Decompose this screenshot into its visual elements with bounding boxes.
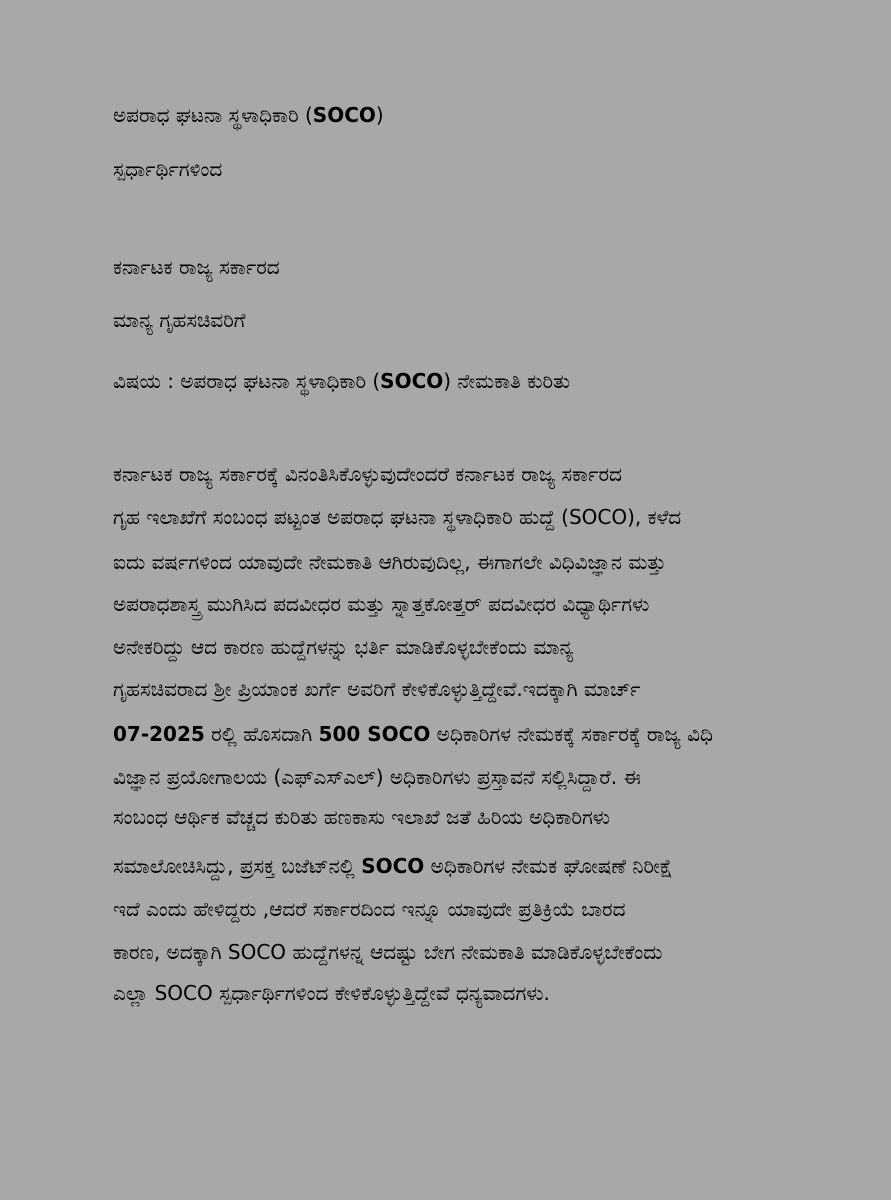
title-prefix: ಅಪರಾಧ ಘಟನಾ ಸ್ಥಳಾಧಿಕಾರಿ ( <box>113 103 313 127</box>
subject-prefix: ವಿಷಯ : ಅಪರಾಧ ಘಟನಾ ಸ್ಥಳಾಧಿಕಾರಿ ( <box>113 369 381 393</box>
body-line-10-end: ಅಧಿಕಾರಿಗಳ ನೇಮಕ ಘೋಷಣೆ ನಿರೀಕ್ಷೆ <box>424 854 673 878</box>
address-line-1: ಕರ್ನಾಟಕ ರಾಜ್ಯ ಸರ್ಕಾರದ <box>113 255 280 279</box>
body-line-2: ಗೃಹ ಇಲಾಖೆಗೆ ಸಂಬಂಧ ಪಟ್ಟಂತ ಅಪರಾಧ ಘಟನಾ ಸ್ಥಳಾಧಿಕಾರಿ ಹುದ್ದೆ (SOCO), ಕಳೆದ <box>113 505 682 529</box>
address-line-2: ಮಾನ್ಯ ಗೃಹಸಚಿವರಿಗೆ <box>113 308 246 332</box>
body-line-8: ವಿಜ್ಞಾನ ಪ್ರಯೋಗಾಲಯ (ಎಫ್ಎಸ್ಎಲ್) ಅಧಿಕಾರಿಗಳು ಪ್ರಸ್ತಾವನೆ ಸಲ್ಲಿಸಿದ್ದಾರೆ. ಈ <box>113 765 641 789</box>
body-line-13: ಎಲ್ಲಾ SOCO ಸ್ಪರ್ಧಾರ್ಥಿಗಳಿಂದ ಕೇಳಿಕೊಳ್ಳುತ್ತಿದ್ದೇವೆ ಧನ್ಯವಾದಗಳು. <box>113 981 550 1005</box>
body-line-5: ಅನೇಕರಿದ್ದು ಆದ ಕಾರಣ ಹುದ್ದೆಗಳನ್ನು ಭರ್ತಿ ಮಾಡಿಕೊಳ್ಳಬೇಕೆಂದು ಮಾನ್ಯ <box>113 635 574 659</box>
letter-title <box>113 100 384 130</box>
body-line-7-mid: ರಲ್ಲಿ ಹೊಸದಾಗಿ <box>204 722 319 746</box>
body-line-9: ಸಂಬಂಧ ಆರ್ಥಿಕ ವೆಚ್ಚದ ಕುರಿತು ಹಣಕಾಸು ಇಲಾಖೆ ಜತೆ ಹಿರಿಯ ಅಧಿಕಾರಿಗಳು <box>113 805 610 829</box>
title-acronym: SOCO <box>312 103 376 127</box>
body-line-7-end: ಅಧಿಕಾರಿಗಳ ನೇಮಕಕ್ಕೆ ಸರ್ಕಾರಕ್ಕೆ ರಾಜ್ಯ ವಿಧಿ <box>430 722 713 746</box>
body-line-12: ಕಾರಣ, ಅದಕ್ಕಾಗಿ SOCO ಹುದ್ದೆಗಳನ್ನ ಆದಷ್ಟು ಬೇಗ ನೇಮಕಾತಿ ಮಾಡಿಕೊಳ್ಳಬೇಕೆಂದು <box>113 940 663 964</box>
subject-acronym: SOCO <box>380 369 444 393</box>
body-line-3: ಐದು ವರ್ಷಗಳಿಂದ ಯಾವುದೇ ನೇಮಕಾತಿ ಆಗಿರುವುದಿಲ್ಲ, ಈಗಾಗಲೇ ವಿಧಿವಿಜ್ಞಾನ ಮತ್ತು <box>113 550 667 574</box>
body-line-11: ಇದೆ ಎಂದು ಹೇಳಿದ್ದರು ,ಆದರೆ ಸರ್ಕಾರದಿಂದ ಇನ್ನೂ ಯಾವುದೇ ಪ್ರತಿಕ್ರಿಯೆ ಬಾರದ <box>113 897 626 921</box>
body-soco-count: 500 SOCO <box>318 722 431 746</box>
letter-subject <box>113 366 570 396</box>
body-line-1: ಕರ್ನಾಟಕ ರಾಜ್ಯ ಸರ್ಕಾರಕ್ಕೆ ವಿನಂತಿಸಿಕೊಳ್ಳುವುದೇಂದರೆ ಕರ್ನಾಟಕ ರಾಜ್ಯ ಸರ್ಕಾರದ <box>113 462 622 486</box>
body-date: 07-2025 <box>113 722 205 746</box>
subject-suffix: ) ನೇಮಕಾತಿ ಕುರಿತು <box>443 369 571 393</box>
body-line-10-acronym: SOCO <box>361 854 425 878</box>
body-line-4: ಅಪರಾಧಶಾಸ್ತ್ರ ಮುಗಿಸಿದ ಪದವೀಧರ ಮತ್ತು ಸ್ನಾತ್ತಕೋತ್ತರ್ ಪದವೀಧರ ವಿಧ್ಯಾರ್ಥಿಗಳು <box>113 592 650 616</box>
body-line-10 <box>113 851 673 881</box>
body-line-10-start: ಸಮಾಲೋಚಿಸಿದ್ದು, ಪ್ರಸಕ್ತ ಬಜೆಟ್‌ನಲ್ಲಿ <box>113 854 362 878</box>
title-suffix: ) <box>375 103 384 127</box>
body-line-7 <box>113 719 713 749</box>
letter-from: ಸ್ಪರ್ಧಾರ್ಥಿಗಳಿಂದ <box>113 157 223 181</box>
body-line-6: ಗೃಹಸಚಿವರಾದ ಶ್ರೀ ಪ್ರಿಯಾಂಕ ಖರ್ಗೆ ಅವರಿಗೆ ಕೇಳಿಕೊಳ್ಳುತ್ತಿದ್ದೇವೆ.ಇದಕ್ಕಾಗಿ ಮಾರ್ಚ್ <box>113 677 641 701</box>
